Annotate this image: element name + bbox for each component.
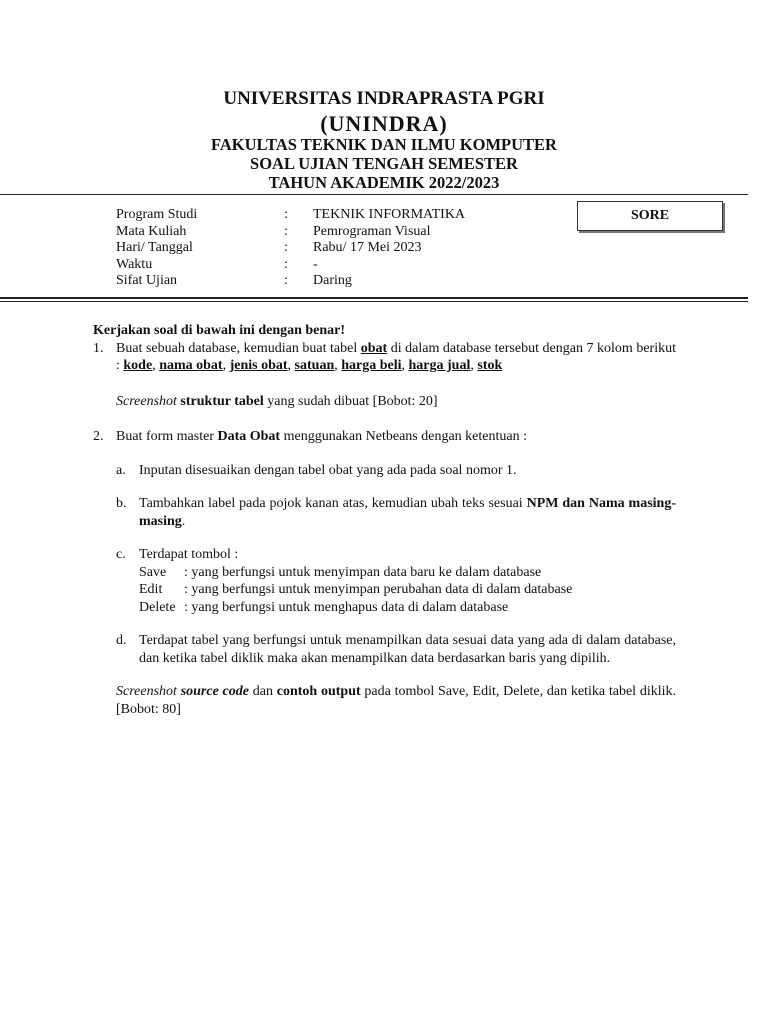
q1-screenshot-note	[93, 393, 676, 411]
bold-phrase: Data Obat	[217, 429, 281, 444]
info-value: TEKNIK INFORMATIKA	[313, 207, 466, 222]
bold-italic-phrase: source code	[180, 684, 249, 699]
button-desc-save	[139, 564, 676, 582]
button-name: Save	[139, 564, 167, 580]
button-name: Edit	[139, 582, 163, 597]
info-value: Rabu/ 17 Mei 2023	[313, 240, 422, 255]
question-2	[93, 428, 676, 446]
column-name: harga beli	[341, 358, 402, 373]
column-name: harga jual	[408, 358, 471, 373]
requirement-text: Terdapat tabel yang berfungsi untuk menampilkan data sesuai data yang ada di dalam database, dan ketika tabel diklik maka akan menampilkan data berdasarkan baris yang dipilih.	[139, 633, 676, 666]
info-colon: :	[284, 273, 288, 288]
q2-text: Buat form master	[116, 429, 218, 444]
requirement-label: d.	[116, 633, 127, 648]
info-colon: :	[284, 223, 288, 239]
note-text: yang sudah dibuat [Bobot: 20]	[263, 393, 438, 409]
q1-text: Buat sebuah database, kemudian buat tabel	[116, 340, 361, 356]
button-desc-edit	[139, 581, 676, 599]
question-1	[93, 340, 676, 375]
faculty-name: FAKULTAS TEKNIK DAN ILMU KOMPUTER	[211, 135, 557, 154]
screenshot-word: Screenshot	[116, 393, 177, 409]
screenshot-word: Screenshot	[116, 684, 177, 699]
requirement-b	[93, 495, 676, 530]
button-desc: : yang berfungsi untuk menyimpan perubahan data di dalam database	[184, 582, 573, 597]
requirement-a	[93, 462, 676, 480]
info-label: Program Studi	[116, 207, 198, 222]
separator: ,	[152, 358, 160, 373]
question-number: 1.	[93, 340, 104, 356]
requirement-d	[93, 632, 676, 667]
button-desc: : yang berfungsi untuk menyimpan data baru ke dalam database	[184, 564, 542, 580]
bold-phrase: NPM dan Nama masing-masing	[139, 496, 677, 529]
university-abbrev: (UNINDRA)	[320, 111, 448, 136]
requirement-text: Terdapat tombol :	[139, 547, 239, 562]
requirement-text: .	[181, 513, 186, 529]
info-value: Daring	[313, 273, 352, 288]
info-value: -	[313, 256, 318, 272]
info-divider-thick	[0, 297, 748, 299]
info-divider-thin	[0, 301, 748, 302]
info-label: Hari/ Tanggal	[116, 240, 193, 255]
info-colon: :	[284, 240, 288, 255]
academic-year: TAHUN AKADEMIK 2022/2023	[268, 173, 500, 192]
requirement-c	[93, 546, 676, 616]
question-number: 2.	[93, 429, 104, 444]
button-name: Delete	[139, 599, 176, 615]
info-label: Sifat Ujian	[116, 273, 178, 288]
separator: ,	[222, 358, 230, 373]
column-name: stok	[477, 358, 503, 373]
requirement-label: b.	[116, 496, 127, 511]
q2-screenshot-note	[93, 683, 676, 718]
info-colon: :	[284, 256, 288, 272]
info-value: Pemrograman Visual	[313, 223, 431, 239]
session-badge: SORE	[577, 201, 723, 231]
column-name: jenis obat	[229, 358, 288, 373]
header-divider	[0, 194, 748, 195]
info-label: Mata Kuliah	[116, 223, 187, 239]
requirement-text: Inputan disesuaikan dengan tabel obat yang ada pada soal nomor 1.	[139, 462, 517, 478]
requirement-label: a.	[116, 462, 126, 478]
q2-text: menggunakan Netbeans dengan ketentuan :	[280, 429, 527, 444]
bold-phrase: struktur tabel	[176, 393, 264, 409]
requirement-text: Tambahkan label pada pojok kanan atas, kemudian ubah teks sesuai	[139, 496, 527, 511]
q1-table-name: obat	[360, 340, 388, 356]
university-name: UNIVERSITAS INDRAPRASTA PGRI	[223, 88, 545, 109]
column-name: nama obat	[159, 358, 223, 373]
column-name: satuan	[294, 358, 335, 373]
exam-title: SOAL UJIAN TENGAH SEMESTER	[250, 154, 518, 173]
button-desc: : yang berfungsi untuk menghapus data di dalam database	[184, 599, 509, 615]
instruction: Kerjakan soal di bawah ini dengan benar!	[93, 323, 346, 338]
separator: ,	[334, 358, 342, 373]
bold-phrase: contoh output	[276, 684, 361, 699]
note-text: dan	[249, 684, 277, 699]
q1-text: di dalam database tersebut dengan 7 kolom berikut :	[116, 340, 676, 373]
info-colon: :	[284, 207, 288, 222]
separator: ,	[401, 358, 409, 373]
requirement-label: c.	[116, 547, 126, 562]
exam-questions	[93, 322, 676, 718]
separator: ,	[470, 358, 478, 373]
note-text: pada tombol Save, Edit, Delete, dan ketika tabel diklik. [Bobot: 80]	[116, 684, 676, 717]
separator: ,	[287, 358, 295, 373]
button-desc-delete	[139, 599, 676, 617]
info-label: Waktu	[116, 256, 153, 272]
column-name: kode	[123, 358, 153, 373]
